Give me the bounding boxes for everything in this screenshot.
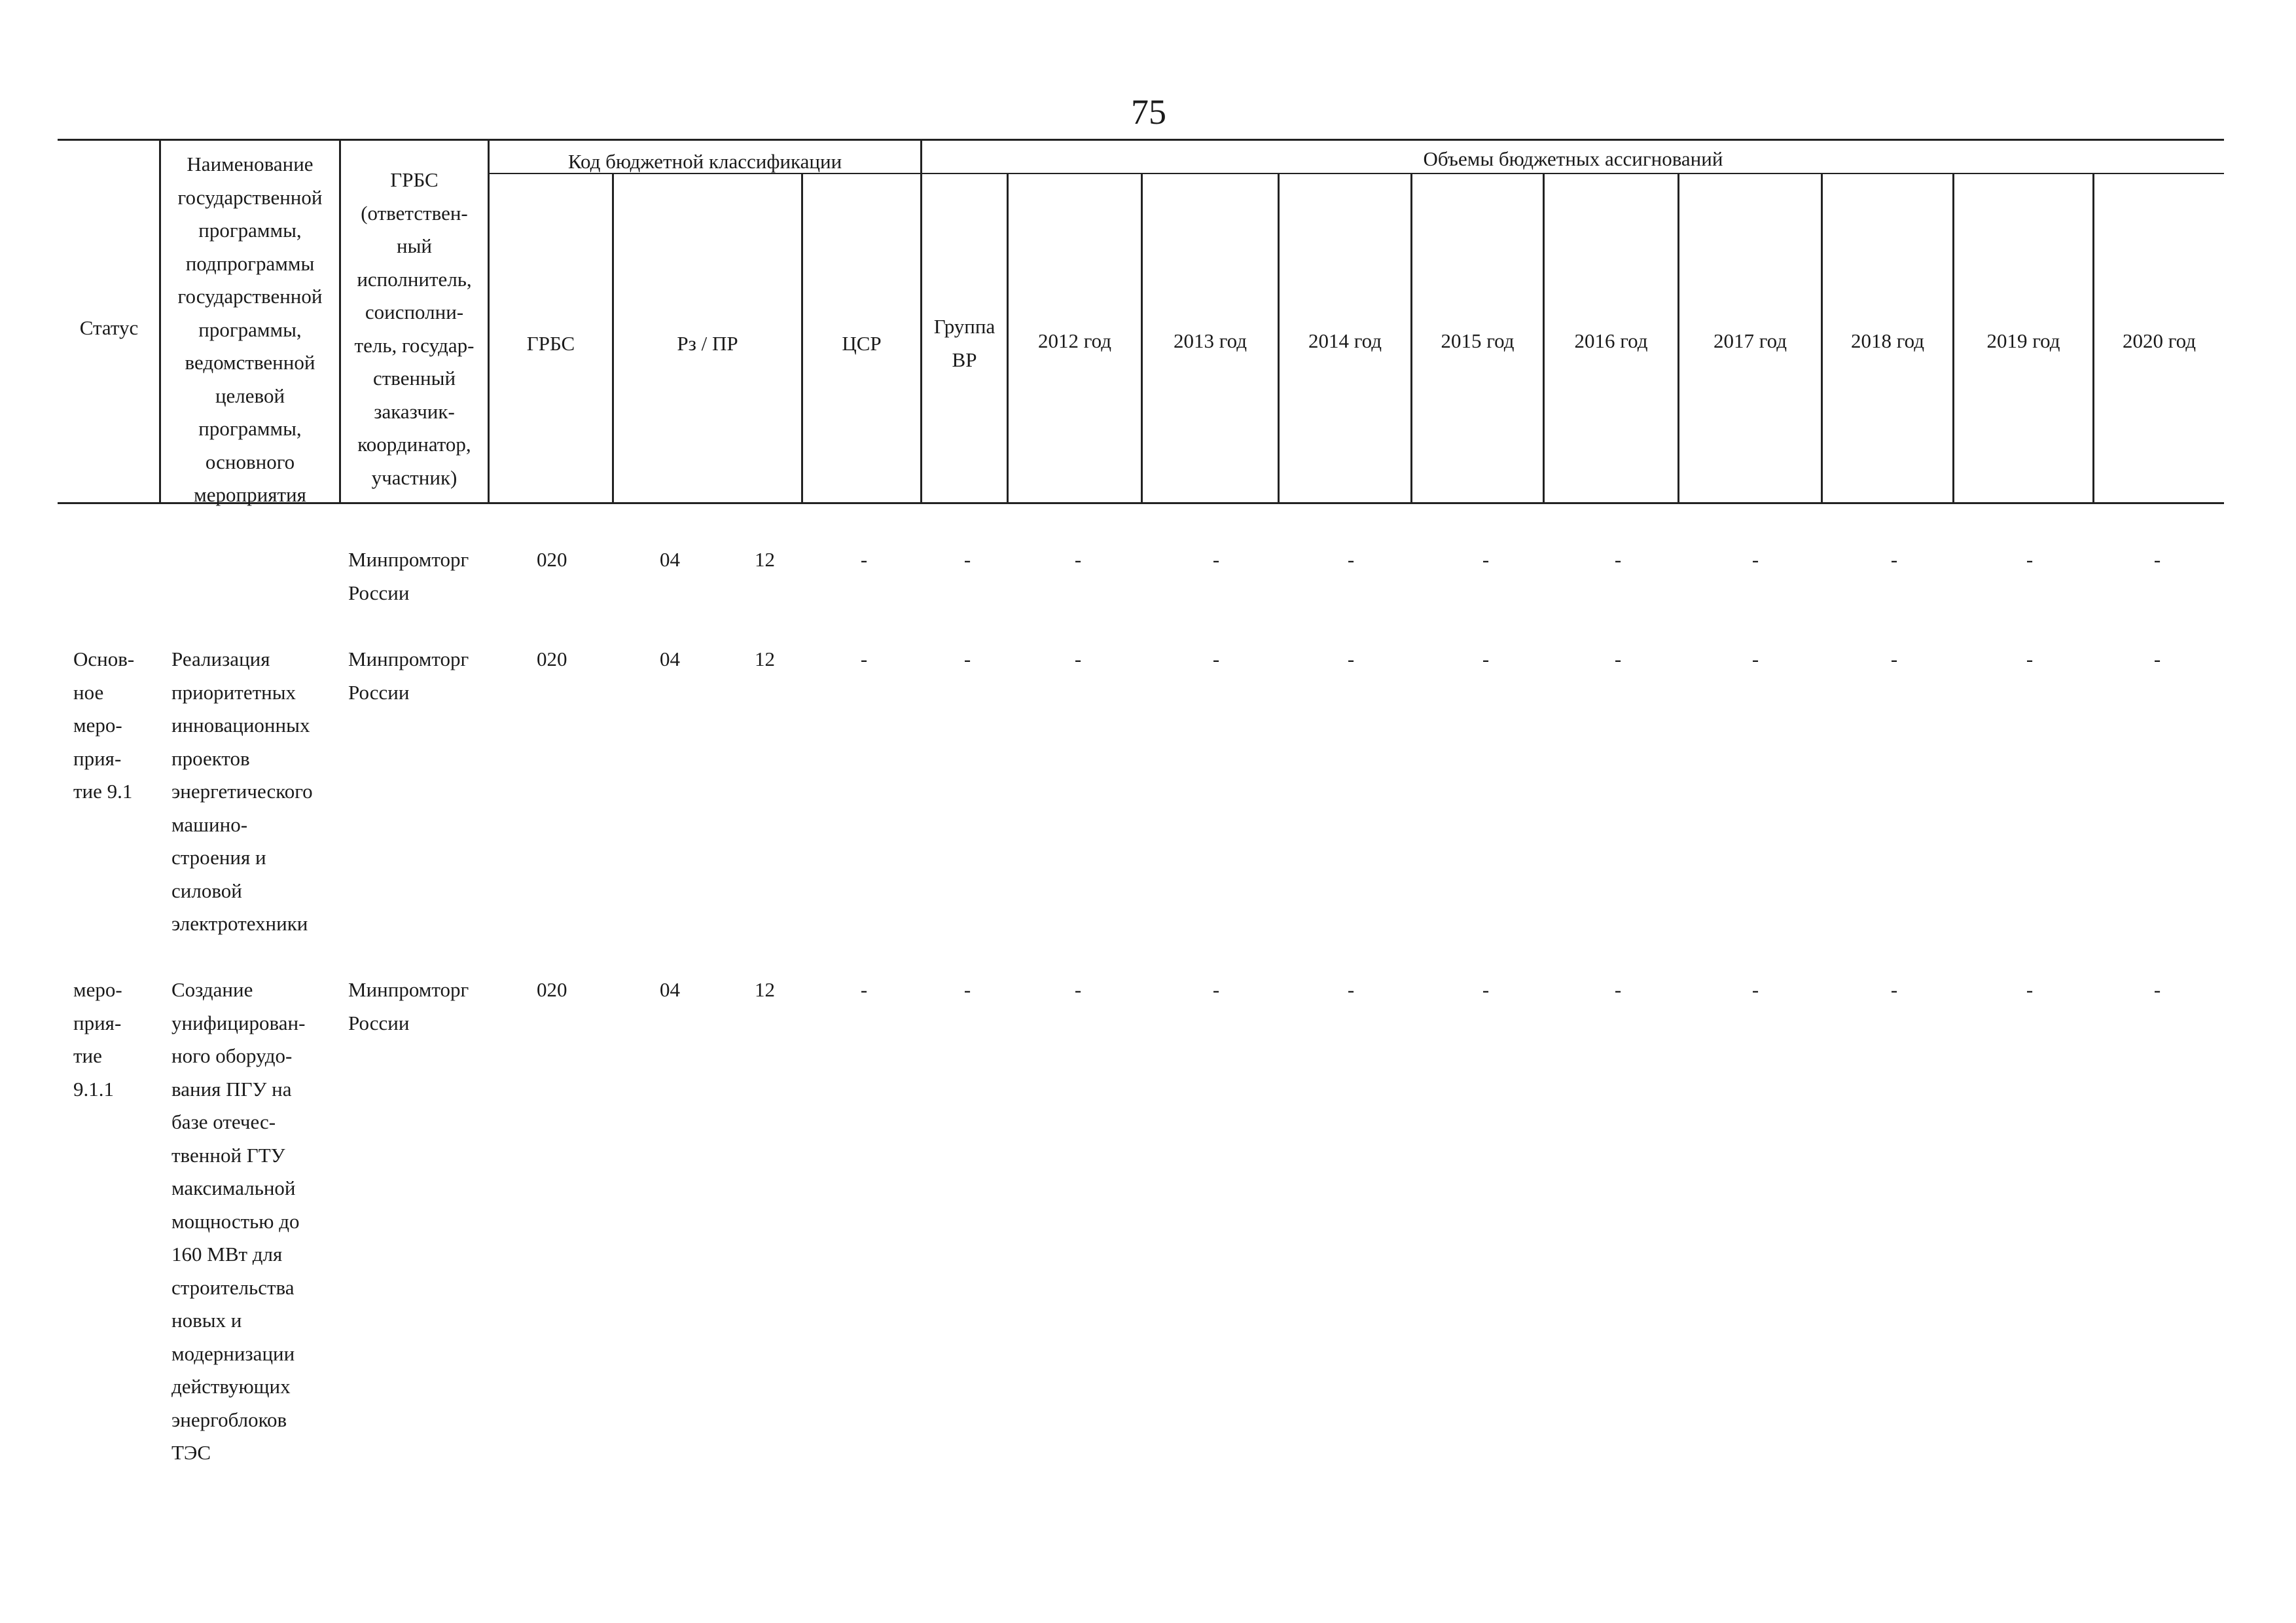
header-year-2017: 2017 год	[1713, 329, 1787, 352]
row-value-2015: -	[1482, 548, 1490, 571]
row-csr: -	[860, 647, 868, 670]
table-top-rule	[58, 139, 2224, 141]
header-year-2019: 2019 год	[1986, 329, 2060, 352]
row-value-2020: -	[2153, 548, 2161, 571]
row-value-2013: -	[1212, 647, 1220, 670]
header-year-2015: 2015 год	[1441, 329, 1515, 352]
row-value-2018: -	[1890, 978, 1898, 1001]
row-vr: -	[963, 978, 971, 1001]
row-csr: -	[860, 978, 868, 1001]
header-volume-group: Объемы бюджетных ассигнований	[1423, 147, 1723, 170]
row-status: Основ- ное меро- прия- тие 9.1	[73, 647, 135, 803]
row-value-2019: -	[2026, 647, 2034, 670]
row-rz: 04	[660, 548, 680, 571]
header-year-2013: 2013 год	[1173, 329, 1247, 352]
page-number: 75	[1131, 92, 1166, 132]
row-pr: 12	[755, 978, 775, 1001]
header-grbs: ГРБС	[526, 332, 575, 355]
header-vr: Группа ВР	[933, 315, 996, 371]
header-year-2018: 2018 год	[1850, 329, 1925, 352]
header-status: Статус	[79, 316, 139, 339]
row-value-2017: -	[1751, 548, 1759, 571]
row-value-2016: -	[1614, 978, 1622, 1001]
row-value-2014: -	[1347, 978, 1355, 1001]
row-name: Реализация приоритетных инновационных проектов энергетического машино- строения и силовой электротехники	[171, 647, 313, 935]
row-value-2013: -	[1212, 978, 1220, 1001]
row-pr: 12	[755, 548, 775, 571]
row-value-2020: -	[2153, 647, 2161, 670]
row-value-2014: -	[1347, 548, 1355, 571]
row-value-2017: -	[1751, 647, 1759, 670]
row-pr: 12	[755, 647, 775, 670]
header-year-2016: 2016 год	[1574, 329, 1648, 352]
row-grbs: 020	[537, 978, 567, 1001]
row-vr: -	[963, 647, 971, 670]
header-grbs-responsible: ГРБС (ответствен- ный исполнитель, соисполни- тель, государ- ственный заказчик- координатор, участник)	[354, 168, 475, 489]
col-divider	[488, 141, 490, 503]
row-value-2017: -	[1751, 978, 1759, 1001]
header-rz-pr: Рз / ПР	[677, 332, 738, 355]
row-value-2019: -	[2026, 978, 2034, 1001]
header-year-2020: 2020 год	[2122, 329, 2197, 352]
row-grbs: 020	[537, 647, 567, 670]
row-value-2018: -	[1890, 548, 1898, 571]
header-csr: ЦСР	[842, 332, 882, 355]
row-rz: 04	[660, 978, 680, 1001]
row-value-2020: -	[2153, 978, 2161, 1001]
row-value-2012: -	[1074, 647, 1082, 670]
row-value-2019: -	[2026, 548, 2034, 571]
row-name: Создание унифицирован- ного оборудо- вания ПГУ на базе отечес- твенной ГТУ максимальной мощностью до 160 МВт для строительства новых и модернизации действующих энергоблоков ТЭС	[171, 978, 306, 1464]
row-rz: 04	[660, 647, 680, 670]
header-year-2012: 2012 год	[1037, 329, 1112, 352]
row-grbs: 020	[537, 548, 567, 571]
row-value-2016: -	[1614, 647, 1622, 670]
header-year-2014: 2014 год	[1308, 329, 1382, 352]
row-value-2015: -	[1482, 978, 1490, 1001]
row-grbs-name: Минпромторг России	[348, 978, 469, 1034]
header-code-group: Код бюджетной классификации	[567, 150, 842, 173]
row-value-2016: -	[1614, 548, 1622, 571]
row-vr: -	[963, 548, 971, 571]
row-grbs-name: Минпромторг России	[348, 647, 469, 704]
row-value-2012: -	[1074, 978, 1082, 1001]
row-csr: -	[860, 548, 868, 571]
row-value-2015: -	[1482, 647, 1490, 670]
row-value-2012: -	[1074, 548, 1082, 571]
row-value-2013: -	[1212, 548, 1220, 571]
row-grbs-name: Минпромторг России	[348, 548, 469, 604]
row-value-2014: -	[1347, 647, 1355, 670]
row-value-2018: -	[1890, 647, 1898, 670]
row-status: меро- прия- тие 9.1.1	[73, 978, 122, 1101]
header-name: Наименование государственной программы, подпрограммы государственной программы, ведомственной целевой программы, основного мероприятия	[177, 153, 323, 506]
